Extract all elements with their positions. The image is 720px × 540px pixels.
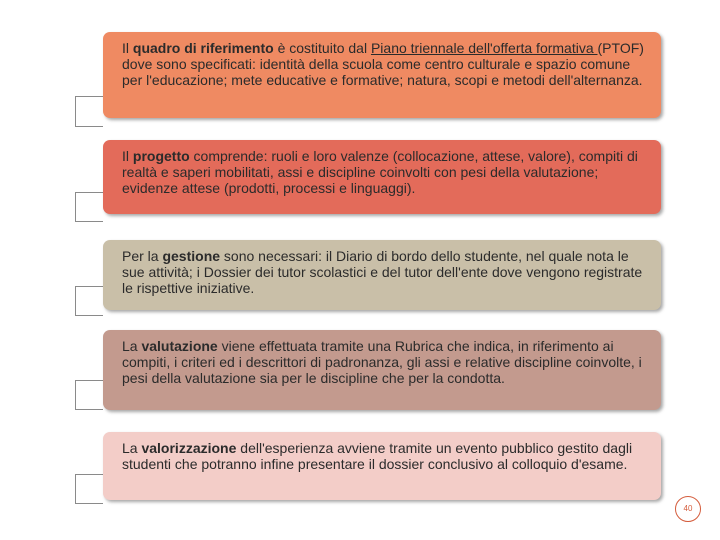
page-number-badge: 40 bbox=[675, 496, 701, 522]
card-progetto bbox=[103, 140, 661, 214]
card-text: (PTOF) dove sono specificati: identità della scuola come centro culturale e spazio comune per l'educazione; mete educative e formative; natura, scopi e metodi dell'alternanza. bbox=[122, 40, 644, 88]
card-gestione bbox=[103, 240, 661, 310]
connector-bracket bbox=[75, 474, 103, 504]
card-text-prefix: La bbox=[122, 440, 142, 456]
ptof-link[interactable]: Piano triennale dell'offerta formativa bbox=[370, 40, 598, 56]
card-text: viene effettuata tramite una Rubrica che indica, in riferimento ai compiti, i criteri ed i descrittori di padronanza, gli assi e relative discipline coinvolte, i pesi della valutazione sia per le discipline che per la condotta. bbox=[122, 338, 642, 386]
card-text: comprende: ruoli e loro valenze (collocazione, attese, valore), compiti di realtà e saperi mobilitati, assi e discipline coinvolti con pesi della valutazione; evidenze attese (prodotti, processi e linguaggi). bbox=[122, 148, 638, 196]
card-text: dell'esperienza avviene tramite un evento pubblico gestito dagli studenti che potranno infine presentare il dossier conclusivo al colloquio d'esame. bbox=[122, 440, 633, 472]
card-keyword: valutazione bbox=[141, 338, 218, 354]
card-keyword: progetto bbox=[132, 148, 190, 164]
card-text: sono necessari: il Diario di bordo dello studente, nel quale nota le sue attività; i Dossier dei tutor scolastici e del tutor dell'ente dove vengono registrate le rispettive iniziative. bbox=[122, 248, 643, 296]
connector-bracket bbox=[75, 96, 103, 127]
card-quadro-di-riferimento bbox=[103, 32, 661, 118]
card-valorizzazione bbox=[103, 432, 661, 500]
card-keyword: gestione bbox=[162, 248, 221, 264]
card-valutazione bbox=[103, 330, 661, 410]
connector-bracket bbox=[75, 286, 103, 316]
card-text-prefix: Il bbox=[122, 40, 133, 56]
card-text-prefix: Per la bbox=[122, 248, 163, 264]
card-text: è costituito dal bbox=[273, 40, 371, 56]
card-text-prefix: La bbox=[122, 338, 142, 354]
card-keyword: quadro di riferimento bbox=[132, 40, 274, 56]
card-text-prefix: Il bbox=[122, 148, 133, 164]
card-keyword: valorizzazione bbox=[141, 440, 237, 456]
connector-bracket bbox=[75, 380, 103, 410]
connector-bracket bbox=[75, 192, 103, 222]
